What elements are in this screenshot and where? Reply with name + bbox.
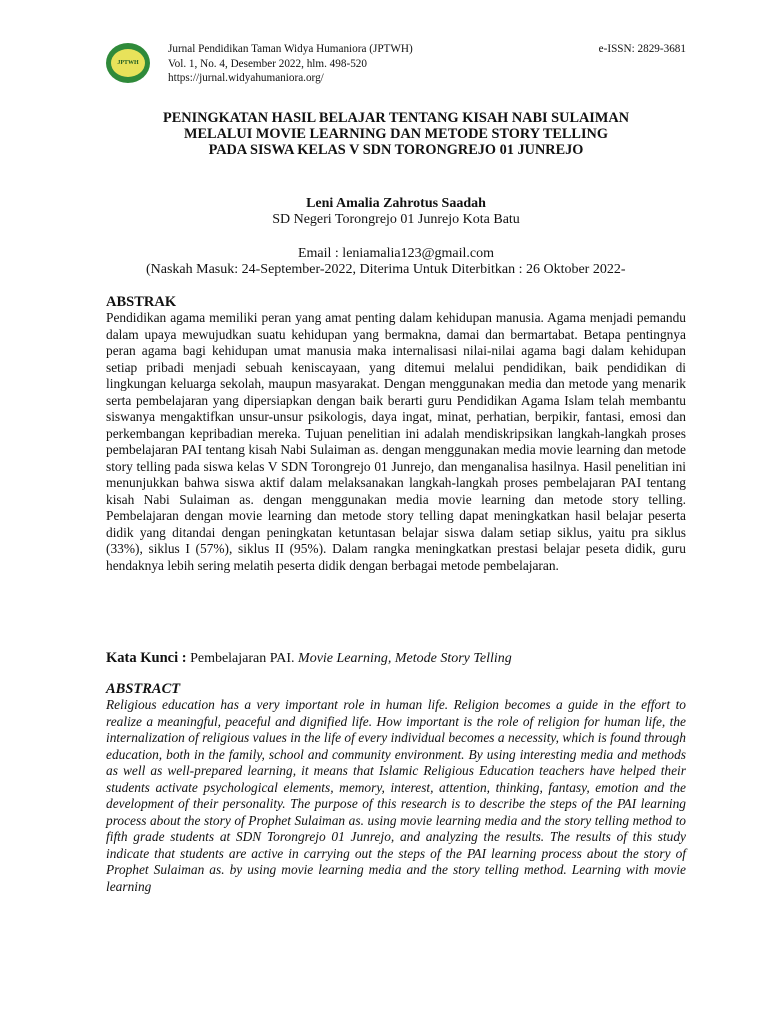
abstrak-text: Pendidikan agama memiliki peran yang amat penting dalam kehidupan manusia. Agama menjadi pemandu dalam upaya mewujudkan suatu kehidupan yang bermakna, damai dan bermartabat. Betapa pentingnya peran agama bagi kehidupan umat manusia maka internalisasi nilai-nilai agama bagi dalam kehidupan setiap pribadi menjadi sebuah keniscayaan, yang ditemui melalui pendidikan, baik pendidikan di lingkungan keluarga sekolah, maupun masyarakat. Dengan menggunakan media dan metode yang menarik serta pembelajaran yang dipersiapkan dengan baik berarti guru Pendidikan Agama Islam telah membantu siswanya mengaktifkan unsur-unsur psikologis, daya ingat, minat, perhatian, berpikir, fantasi, emosi dan perkembangan kepribadian mereka. Tujuan penelitian ini adalah mendiskripsikan langkah-langkah proses pembelajaran PAI tentang kisah Nabi Sulaiman as. dengan menggunakan media movie learning dan metode story telling pada siswa kelas V SDN Torongrejo 01 Junrejo, dan menganalisa hasilnya. Hasil penelitian ini menunjukkan bahwa siswa aktif dalam melaksanakan langkah-langkah proses pembelajaran PAI tentang kisah Nabi Sulaiman as. dengan menggunakan media movie learning dan metode story telling. Pembelajaran dengan movie learning dan metode story telling dapat meningkatkan hasil belajar peserta didik yang ditandai dengan peningkatan ketuntasan belajar siswa dalam setiap siklus, yaitu pra siklus (33%), siklus I (57%), siklus II (95%). Dalam rangka meningkatkan prestasi belajar peseta didik, guru hendaknya lebih sering melatih peserta didik dengan berbagai metode pembelajaran. xyxy=(106,310,686,573)
abstract-text: Religious education has a very important role in human life. Religion becomes a guide in the effort to realize a meaningful, peaceful and dignified life. How important is the role of religion for human life, the internalization of religious values in the life of every individual becomes a necessity, which is found through education, both in the family, school and community environment. By using interesting media and methods as well as well-prepared learning, it means that Islamic Religious Education teachers have helped their students activate psychological elements, memory, interest, attention, thinking, fantasy, emotion and the development of their personality. The purpose of this research is to describe the steps of the PAI learning process about the story of Prophet Sulaiman as. using movie learning media and the story telling method to fifth grade students at SDN Torongrejo 01 Junrejo, and analyzing the results. The results of this study indicate that students are active in carrying out the steps of the PAI learning process about the story of Prophet Sulaiman as. by using movie learning media and the story telling method. Learning with movie learning xyxy=(106,697,686,894)
abstrak-heading: ABSTRAK xyxy=(106,294,177,310)
journal-name: Jurnal Pendidikan Taman Widya Humaniora (JPTWH) xyxy=(168,43,413,55)
journal-url[interactable]: https://jurnal.widyahumaniora.org/ xyxy=(168,72,324,84)
journal-eissn: e-ISSN: 2829-3681 xyxy=(598,43,686,55)
journal-volume: Vol. 1, No. 4, Desember 2022, hlm. 498-520 xyxy=(168,57,367,70)
author-email: Email : leniamalia123@gmail.com xyxy=(297,246,494,261)
author-name: Leni Amalia Zahrotus Saadah xyxy=(306,196,486,211)
author-affiliation: SD Negeri Torongrejo 01 Junrejo Kota Batu xyxy=(272,212,520,227)
journal-info xyxy=(168,42,413,86)
submission-dates: (Naskah Masuk: 24-September-2022, Diterima Untuk Diterbitkan : 26 Oktober 2022- xyxy=(146,262,626,277)
abstract-heading: ABSTRACT xyxy=(106,681,181,697)
keywords-label: Kata Kunci : xyxy=(106,650,187,666)
journal-logo: JPTWH xyxy=(106,43,150,83)
page-header xyxy=(106,40,686,90)
paper-title: PENINGKATAN HASIL BELAJAR TENTANG KISAH NABI SULAIMAN MELALUI MOVIE LEARNING DAN METODE STORY TELLING PADA SISWA KELAS V SDN TORONGREJO 01 JUNREJO xyxy=(162,110,630,158)
keywords xyxy=(106,650,686,667)
keywords-italic: Movie Learning, Metode Story Telling xyxy=(298,651,512,666)
keywords-plain: Pembelajaran PAI. xyxy=(190,651,295,666)
